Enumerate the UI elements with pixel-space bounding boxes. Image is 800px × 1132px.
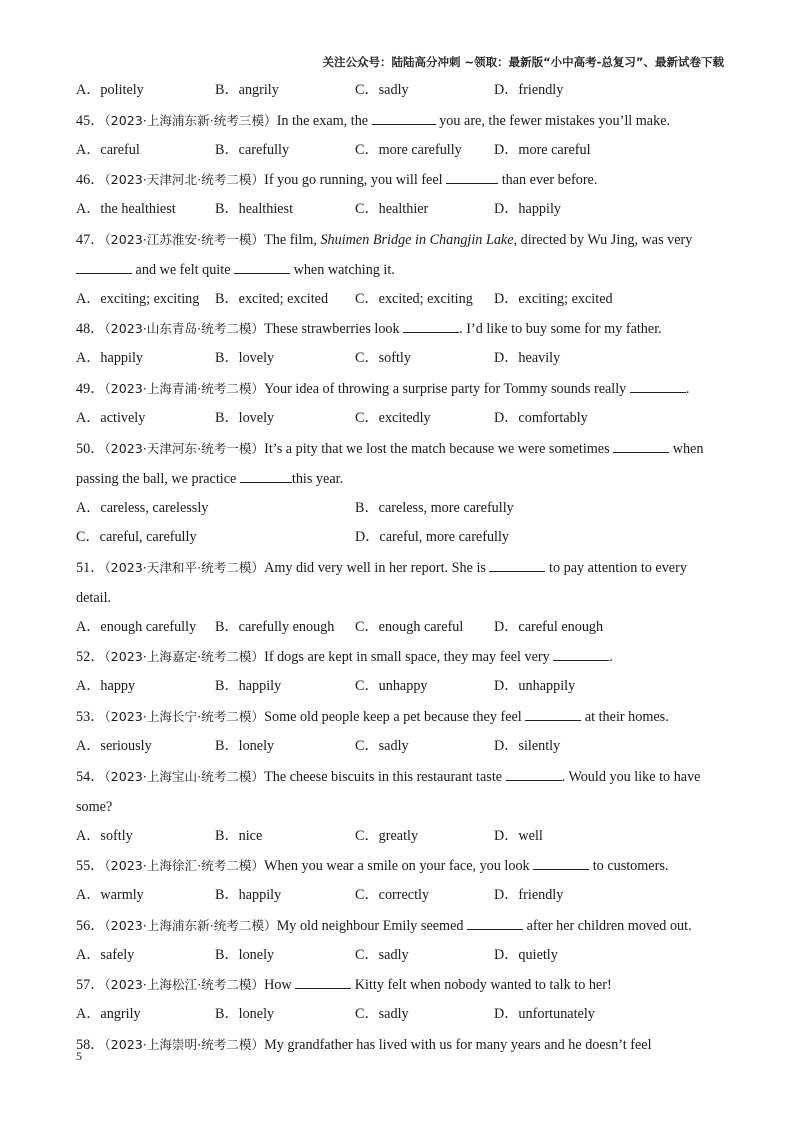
option-b: B．nice <box>215 827 263 844</box>
option-d: D．more careful <box>494 141 591 158</box>
option-c: C．more carefully <box>355 141 462 158</box>
answer-blank <box>533 855 589 870</box>
option-d: D．silently <box>494 737 561 754</box>
options-row <box>76 613 726 643</box>
option-a: A．softly <box>76 827 133 844</box>
answer-blank <box>234 259 290 274</box>
options-row <box>76 941 726 971</box>
option-b: B．lonely <box>215 946 275 963</box>
question-47-line-2: and we felt quite when watching it. <box>76 255 726 285</box>
options-row <box>76 672 726 702</box>
answer-blank <box>525 706 581 721</box>
answer-blank <box>372 110 436 125</box>
answer-blank <box>630 378 686 393</box>
question-46: 46．（2023·天津河北·统考二模）If you go running, you will feel than ever before. <box>76 165 726 195</box>
option-a: A．actively <box>76 409 146 426</box>
option-a: A．enough carefully <box>76 618 197 635</box>
question-57: 57．（2023·上海松江·统考二模）How Kitty felt when nobody wanted to talk to her! <box>76 970 726 1000</box>
option-a: A．happily <box>76 350 143 367</box>
answer-blank <box>506 766 562 781</box>
option-a: A．politely <box>76 82 144 98</box>
answer-blank <box>295 974 351 989</box>
page-header: 关注公众号：陆陆高分冲刺 ~领取：最新版“小中高考-总复习”、最新试卷下载 <box>322 55 724 69</box>
answer-blank <box>240 468 292 483</box>
answer-blank <box>553 646 609 661</box>
option-c: C．softly <box>355 350 411 367</box>
question-54: 54．（2023·上海宝山·统考二模）The cheese biscuits in this restaurant taste . Would you like to have <box>76 762 726 792</box>
options-row <box>76 344 726 374</box>
option-b: B．carefully enough <box>215 618 335 635</box>
option-a: A．angrily <box>76 1006 141 1023</box>
question-52: 52．（2023·上海嘉定·统考二模）If dogs are kept in small space, they may feel very . <box>76 642 726 672</box>
option-d: D．exciting; excited <box>494 290 613 307</box>
answer-blank <box>467 915 523 930</box>
option-c: C．unhappy <box>355 678 428 695</box>
option-c: C．sadly <box>355 1006 409 1023</box>
option-c: C．correctly <box>355 887 430 904</box>
answer-blank <box>613 438 669 453</box>
option-b: B．careless, more carefully <box>355 499 514 516</box>
question-51-line-2: detail. <box>76 589 112 606</box>
option-c: C．sadly <box>355 82 409 98</box>
option-c: C．sadly <box>355 737 409 754</box>
options-row <box>76 1000 726 1030</box>
option-a: A．exciting; exciting <box>76 290 200 307</box>
options-row <box>76 822 726 852</box>
answer-blank <box>489 557 545 572</box>
question-50-line-2: passing the ball, we practice this year. <box>76 464 726 494</box>
question-54-line-2: some? <box>76 798 113 815</box>
option-d: D．unfortunately <box>494 1006 595 1023</box>
option-b: B．lonely <box>215 1006 275 1023</box>
question-55: 55．（2023·上海徐汇·统考二模）When you wear a smile on your face, you look to customers. <box>76 851 726 881</box>
question-49: 49．（2023·上海青浦·统考二模）Your idea of throwing a surprise party for Tommy sounds really . <box>76 374 726 404</box>
options-row <box>76 136 726 166</box>
options-row <box>76 494 726 524</box>
option-b: B．happily <box>215 887 282 904</box>
option-b: B．lonely <box>215 737 275 754</box>
question-48: 48．（2023·山东青岛·统考二模）These strawberries look . I’d like to buy some for my father. <box>76 314 726 344</box>
option-a: A．the healthiest <box>76 201 176 218</box>
option-c: C．enough careful <box>355 618 464 635</box>
answer-blank <box>403 318 459 333</box>
question-56: 56．（2023·上海浦东新·统考二模）My old neighbour Emily seemed after her children moved out. <box>76 911 726 941</box>
options-row <box>76 732 726 762</box>
options-row <box>76 285 726 315</box>
page-number: 5 <box>76 1049 82 1063</box>
option-a: A．seriously <box>76 737 152 754</box>
option-d: D．careful enough <box>494 618 604 635</box>
option-d: D．unhappily <box>494 678 576 695</box>
option-d: D．friendly <box>494 82 564 98</box>
question-45: 45．（2023·上海浦东新·统考三模）In the exam, the you are, the fewer mistakes you’ll make. <box>76 106 726 136</box>
question-51: 51．（2023·天津和平·统考二模）Amy did very well in her report. She is to pay attention to every <box>76 553 726 583</box>
option-c: C．careful, carefully <box>76 529 197 546</box>
option-d: D．comfortably <box>494 409 588 426</box>
option-c: C．healthier <box>355 201 429 218</box>
option-c: C．excitedly <box>355 409 431 426</box>
option-a: A．careful <box>76 141 140 158</box>
question-50: 50．（2023·天津河东·统考一模）It’s a pity that we lost the match because we were sometimes when <box>76 434 726 464</box>
question-47: 47．（2023·江苏淮安·统考一模）The film, Shuimen Bridge in Changjin Lake, directed by Wu Jing, was very <box>76 231 693 248</box>
option-c: C．sadly <box>355 946 409 963</box>
option-d: D．heavily <box>494 350 561 367</box>
options-row <box>76 523 726 553</box>
option-b: B．angrily <box>215 82 279 98</box>
option-d: D．well <box>494 827 543 844</box>
option-b: B．happily <box>215 678 282 695</box>
answer-blank <box>76 259 132 274</box>
options-row <box>76 404 726 434</box>
answer-blank <box>446 169 498 184</box>
option-b: B．carefully <box>215 141 290 158</box>
option-a: A．careless, carelessly <box>76 499 209 516</box>
option-d: D．quietly <box>494 946 558 963</box>
options-row <box>76 881 726 911</box>
option-a: A．warmly <box>76 887 144 904</box>
worksheet-body <box>76 76 726 1060</box>
option-a: A．happy <box>76 678 136 695</box>
option-b: B．lovely <box>215 409 275 426</box>
option-d: D．careful, more carefully <box>355 529 510 546</box>
options-row <box>76 76 726 106</box>
option-a: A．safely <box>76 946 135 963</box>
option-c: C．excited; exciting <box>355 290 473 307</box>
option-b: B．excited; excited <box>215 290 329 307</box>
option-b: B．healthiest <box>215 201 294 218</box>
option-c: C．greatly <box>355 827 419 844</box>
option-b: B．lovely <box>215 350 275 367</box>
option-d: D．happily <box>494 201 561 218</box>
question-58: 58．（2023·上海崇明·统考二模）My grandfather has lived with us for many years and he doesn’t feel <box>76 1036 652 1053</box>
option-d: D．friendly <box>494 887 564 904</box>
question-53: 53．（2023·上海长宁·统考二模）Some old people keep a pet because they feel at their homes. <box>76 702 726 732</box>
options-row <box>76 195 726 225</box>
